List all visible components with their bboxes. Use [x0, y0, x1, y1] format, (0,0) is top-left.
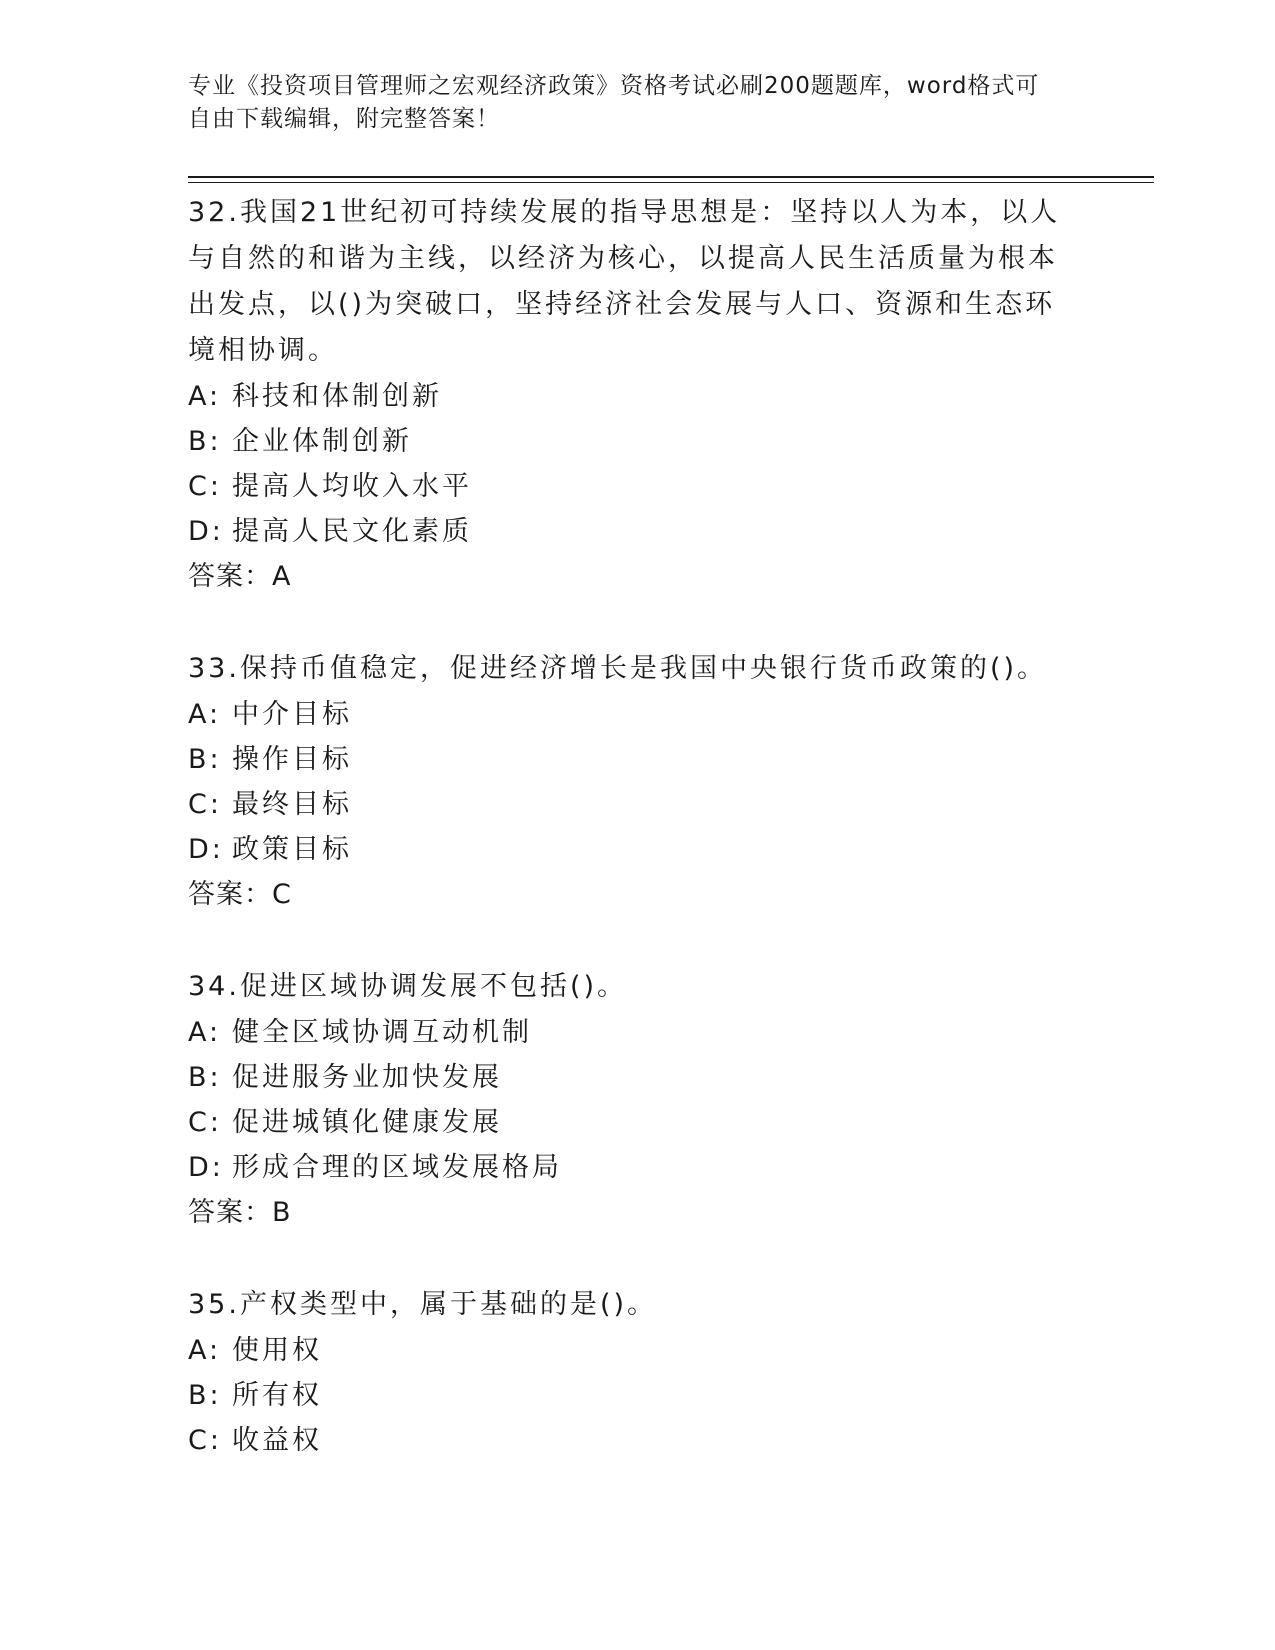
option-key: C:	[188, 1107, 222, 1138]
option-key: A:	[188, 699, 222, 730]
header-divider-thick	[188, 176, 1154, 178]
answer-line: 答案：C	[188, 879, 292, 910]
option-c	[188, 1100, 1068, 1145]
option-key: C:	[188, 471, 222, 502]
option-a	[188, 1328, 1068, 1373]
option-text: 提高人民文化素质	[232, 516, 472, 547]
option-b	[188, 737, 1068, 782]
option-c	[188, 464, 1068, 509]
option-text: 所有权	[232, 1380, 322, 1411]
option-a	[188, 692, 1068, 737]
option-d	[188, 1145, 1068, 1190]
document-header	[188, 70, 1068, 136]
option-text: 使用权	[232, 1335, 322, 1366]
option-text: 操作目标	[232, 744, 352, 775]
option-text: 促进城镇化健康发展	[232, 1107, 502, 1138]
option-text: 最终目标	[232, 789, 352, 820]
option-text: 形成合理的区域发展格局	[232, 1152, 562, 1183]
option-d	[188, 827, 1068, 872]
question-stem: 35.产权类型中，属于基础的是()。	[188, 1289, 658, 1320]
header-divider-thin	[188, 182, 1154, 183]
question-35	[188, 1282, 1068, 1463]
question-32	[188, 190, 1068, 600]
option-key: A:	[188, 1335, 222, 1366]
option-key: C:	[188, 1425, 222, 1456]
option-b	[188, 1373, 1068, 1418]
option-key: D:	[188, 516, 224, 547]
option-key: B:	[188, 1380, 222, 1411]
question-stem: 33.保持币值稳定，促进经济增长是我国中央银行货币政策的()。	[188, 653, 1048, 684]
header-line-2: 自由下载编辑，附完整答案！	[188, 106, 500, 132]
option-text: 中介目标	[232, 699, 352, 730]
option-key: A:	[188, 381, 222, 412]
option-key: A:	[188, 1017, 222, 1048]
option-text: 促进服务业加快发展	[232, 1062, 502, 1093]
option-b	[188, 419, 1068, 464]
option-text: 健全区域协调互动机制	[232, 1017, 532, 1048]
header-line-1: 专业《投资项目管理师之宏观经济政策》资格考试必刷200题题库，word格式可	[188, 73, 1040, 99]
option-key: B:	[188, 1062, 222, 1093]
option-text: 科技和体制创新	[232, 381, 442, 412]
question-stem: 32.我国21世纪初可持续发展的指导思想是：坚持以人为本，以人与自然的和谐为主线，以经济为核心，以提高人民生活质量为根本出发点，以()为突破口，坚持经济社会发展与人口、资源和生态环境相协调。	[188, 197, 1061, 366]
option-key: D:	[188, 1152, 224, 1183]
option-d	[188, 509, 1068, 554]
option-text: 政策目标	[232, 834, 352, 865]
option-key: D:	[188, 834, 224, 865]
question-33	[188, 646, 1068, 918]
question-stem: 34.促进区域协调发展不包括()。	[188, 971, 628, 1002]
option-a	[188, 1010, 1068, 1055]
question-34	[188, 964, 1068, 1236]
option-key: B:	[188, 426, 222, 457]
option-text: 企业体制创新	[232, 426, 412, 457]
option-a	[188, 374, 1068, 419]
option-text: 收益权	[232, 1425, 322, 1456]
option-c	[188, 1418, 1068, 1463]
option-c	[188, 782, 1068, 827]
option-text: 提高人均收入水平	[232, 471, 472, 502]
answer-line: 答案：A	[188, 561, 292, 592]
question-list	[188, 190, 1068, 1509]
option-key: B:	[188, 744, 222, 775]
answer-line: 答案：B	[188, 1197, 292, 1228]
option-b	[188, 1055, 1068, 1100]
option-key: C:	[188, 789, 222, 820]
